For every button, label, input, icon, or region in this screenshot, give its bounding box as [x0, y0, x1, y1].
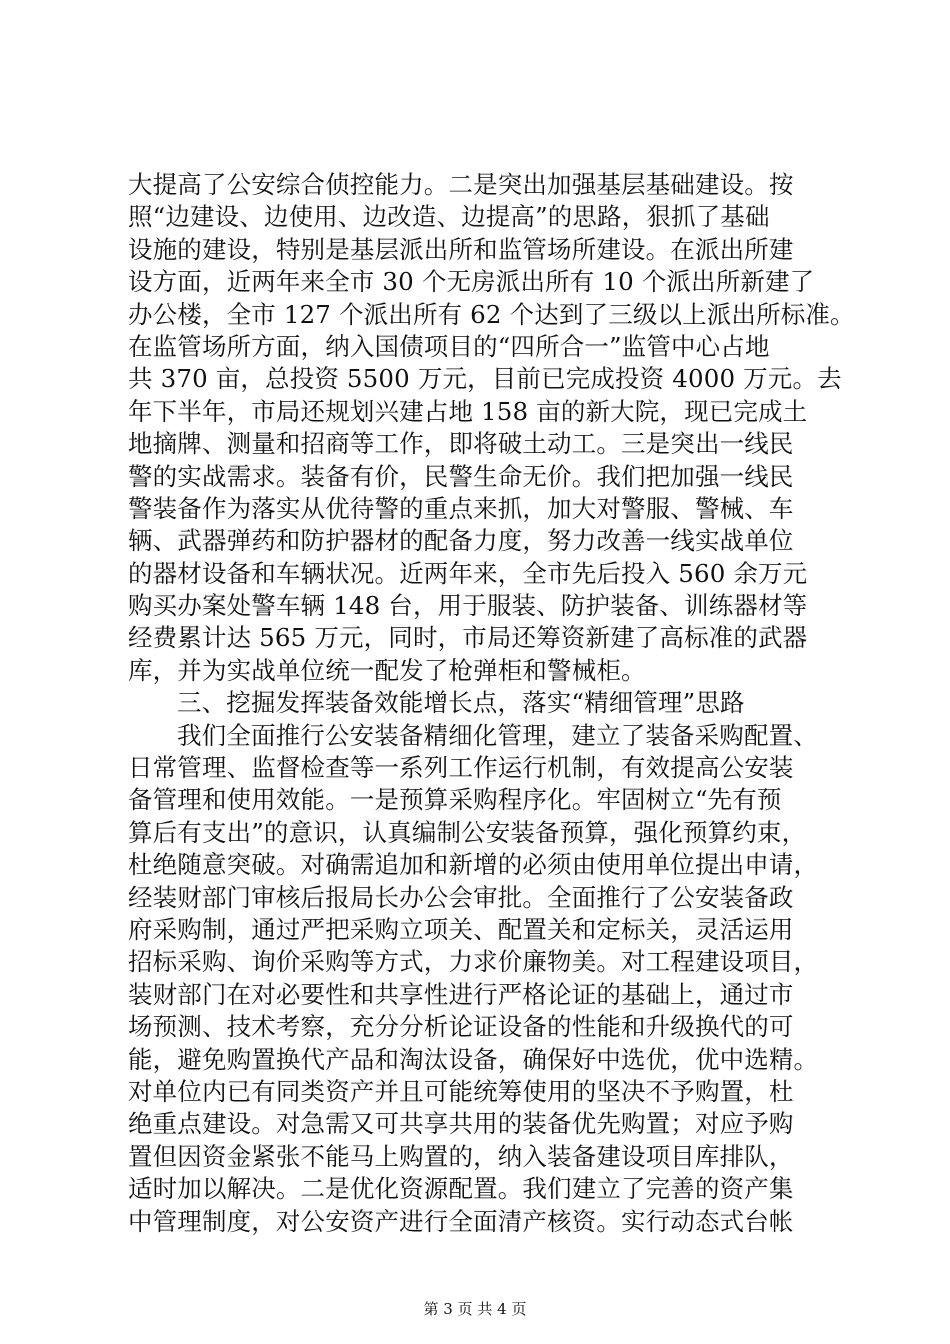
text-line: 备管理和使用效能。一是预算采购程序化。牢固树立“先有预 [128, 785, 782, 815]
text-line: 库，并为实战单位统一配发了枪弹柜和警械柜。 [128, 655, 646, 685]
text-line: 能，避免购置换代产品和淘汰设备，确保好中选优，优中选精。 [128, 1044, 819, 1074]
text-line: 我们全面推行公安装备精细化管理，建立了装备采购配置、 [177, 720, 818, 750]
text-line: 招标采购、询价采购等方式，力求价廉物美。对工程建设项目， [128, 947, 819, 977]
text-line: 经装财部门审核后报局长办公会审批。全面推行了公安装备政 [128, 882, 794, 912]
text-line: 的器材设备和车辆状况。近两年来，全市先后投入 560 余万元 [128, 558, 808, 588]
text-line: 在监管场所方面，纳入国债项目的“四所合一”监管中心占地 [128, 331, 770, 361]
text-line: 年下半年，市局还规划兴建占地 158 亩的新大院，现已完成土 [128, 396, 808, 426]
body-text [128, 169, 855, 1238]
text-line: 府采购制，通过严把采购立项关、配置关和定标关，灵活运用 [128, 914, 794, 944]
text-line: 警的实战需求。装备有价，民警生命无价。我们把加强一线民 [128, 461, 794, 491]
text-line: 绝重点建设。对急需又可共享共用的装备优先购置；对应予购 [128, 1109, 794, 1139]
text-line: 办公楼，全市 127 个派出所有 62 个达到了三级以上派出所标准。 [128, 299, 855, 329]
text-line: 杜绝随意突破。对确需追加和新增的必须由使用单位提出申请， [128, 850, 819, 880]
text-line: 购买办案处警车辆 148 台，用于服装、防护装备、训练器材等 [128, 591, 808, 621]
text-line: 置但因资金紧张不能马上购置的，纳入装备建设项目库排队， [128, 1141, 794, 1171]
text-line: 设方面，近两年来全市 30 个无房派出所有 10 个派出所新建了 [128, 267, 815, 297]
section-heading: 三、挖掘发挥装备效能增长点，落实“精细管理”思路 [177, 688, 745, 718]
text-line: 警装备作为落实从优待警的重点来抓，加大对警服、警械、车 [128, 493, 794, 523]
text-line: 大提高了公安综合侦控能力。二是突出加强基层基础建设。按 [128, 170, 794, 199]
text-line: 经费累计达 565 万元，同时，市局还筹资新建了高标准的武器 [128, 623, 808, 653]
text-line: 场预测、技术考察，充分分析论证设备的性能和升级换代的可 [128, 1012, 794, 1042]
text-line: 辆、武器弹药和防护器材的配备力度，努力改善一线实战单位 [128, 526, 794, 556]
text-line: 中管理制度，对公安资产进行全面清产核资。实行动态式台帐 [128, 1206, 794, 1236]
text-line: 照“边建设、边使用、边改造、边提高”的思路，狠抓了基础 [128, 202, 770, 232]
text-line: 共 370 亩，总投资 5500 万元，目前已完成投资 4000 万元。去 [128, 364, 842, 394]
text-line: 算后有支出”的意识，认真编制公安装备预算，强化预算约束， [128, 817, 807, 847]
page-footer: 第 3 页 共 4 页 [423, 1300, 527, 1318]
text-line: 对单位内已有同类资产并且可能统筹使用的坚决不予购置，杜 [128, 1076, 794, 1106]
text-line: 装财部门在对必要性和共享性进行严格论证的基础上，通过市 [128, 979, 794, 1009]
text-line: 设施的建设，特别是基层派出所和监管场所建设。在派出所建 [128, 234, 794, 264]
text-line: 适时加以解决。二是优化资源配置。我们建立了完善的资产集 [128, 1174, 794, 1204]
text-line: 地摘牌、测量和招商等工作，即将破土动工。三是突出一线民 [128, 429, 794, 459]
text-line: 日常管理、监督检查等一系列工作运行机制，有效提高公安装 [128, 753, 794, 783]
